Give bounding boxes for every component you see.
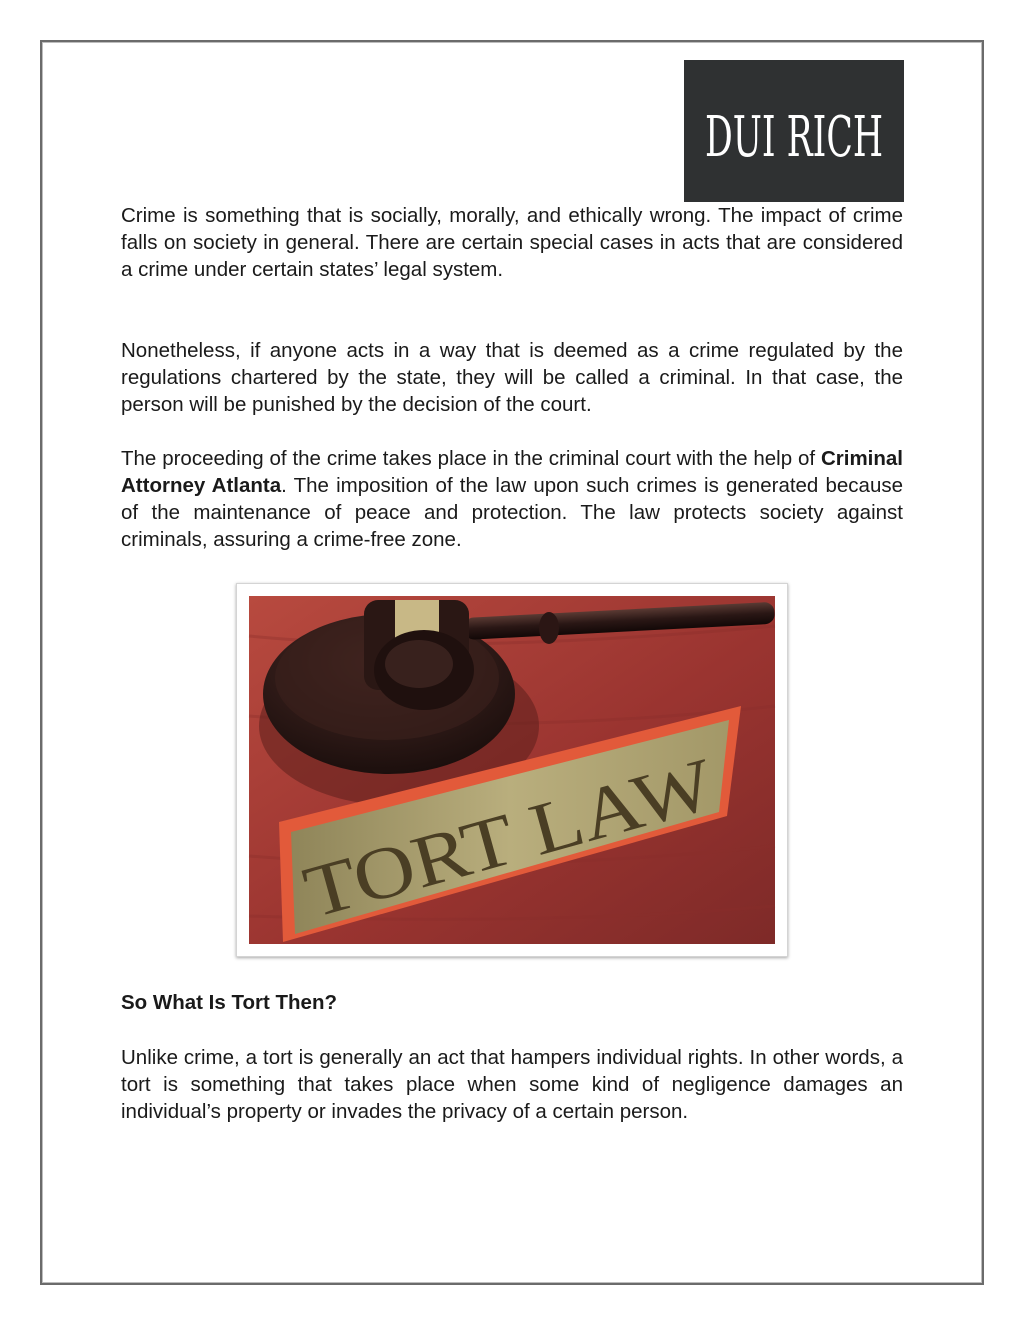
tort-law-photo [236,583,788,957]
dui-rich-logo [684,60,904,202]
criminal-attorney-atlanta-keyword: Criminal Attorney Atlanta [121,447,903,497]
proceeding-text-end: . The imposition of the law upon such crimes is generated because of the maintenance of peace and protection. The law protects society against criminals, assuring a crime-free zone. [121,474,903,551]
proceeding-text-start: The proceeding of the crime takes place in the criminal court with the help of [121,447,821,470]
tort-law-plaque-text: TORT LAW [295,757,672,935]
criminal-paragraph: Nonetheless, if anyone acts in a way that is deemed as a crime regulated by the regulations chartered by the state, they will be called a criminal. In that case, the person will be punished by the decision of the court. [121,339,903,416]
logo-text: DUI RICH [705,105,883,170]
proceeding-paragraph [121,445,903,553]
intro-paragraph: Crime is something that is socially, morally, and ethically wrong. The impact of crime falls on society in general. There are certain special cases in acts that are considered a crime under certain states’ legal system. [121,204,903,281]
section-heading: So What Is Tort Then? [121,991,337,1014]
tort-paragraph: Unlike crime, a tort is generally an act that hampers individual rights. In other words, a tort is something that takes place when some kind of negligence damages an individual’s property or invades the privacy of a certain person. [121,1046,903,1123]
